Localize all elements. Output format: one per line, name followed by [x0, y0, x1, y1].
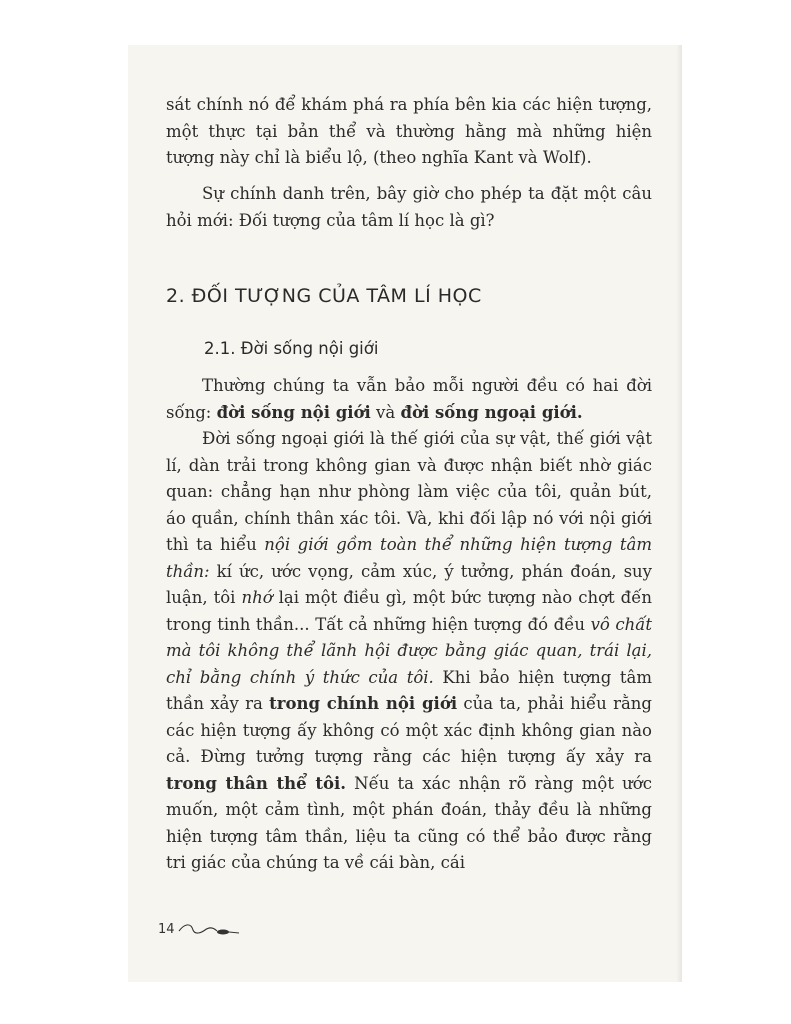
intro-paragraph	[166, 92, 652, 172]
question-text: Sự chính danh trên, bây giờ cho phép ta đặt một câu hỏi mới: Đối tượng của tâm lí học là gì?	[166, 184, 652, 230]
page-edge-shadow	[676, 45, 682, 982]
question-paragraph	[166, 181, 652, 234]
text-span: Đời sống ngoại giới là thế giới của sự vật, thế giới vật lí, dàn trải trong không gian và được nhận biết nhờ giác quan: chẳng hạn như phòng làm việc của tôi, quản bút, áo quần, chính thân xác tôi. Và, khi đối lập nó với nội giới thì ta hiểu	[166, 429, 652, 554]
italic-remember: nhớ	[241, 588, 273, 607]
italic-definition: nội giới gồm toàn thể những hiện tượng tâm thần:	[166, 535, 652, 581]
section-heading: 2. ĐỐI TƯỢNG CỦA TÂM LÍ HỌC	[166, 285, 482, 307]
bold-in-body: trong thân thể tôi.	[166, 773, 346, 793]
page-number: 14	[158, 921, 175, 937]
text-span: và	[370, 402, 401, 422]
paragraph-two-lives	[166, 373, 652, 426]
bold-inner-life: đời sống nội giới	[216, 402, 371, 422]
text-span: kí ức, ước vọng, cảm xúc, ý tưởng, phán đoán, suy luận, tôi	[166, 561, 652, 607]
book-page	[128, 45, 682, 982]
italic-immaterial: vô chất mà tôi không thể lãnh hội được bằng giác quan, trái lại, chỉ bằng chính ý thức của tôi.	[166, 614, 652, 687]
text-span: Nếu ta xác nhận rõ ràng một ước muốn, một cảm tình, một phán đoán, thảy đều là những hiện tượng tâm thần, liệu ta cũng có thể bảo được rằng tri giác của chúng ta về cái bàn, cái	[166, 773, 652, 872]
intro-text: sát chính nó để khám phá ra phía bên kia các hiện tượng, một thực tại bản thể và thường hằng mà những hiện tượng này chỉ là biểu lộ, (theo nghĩa Kant và Wolf).	[166, 95, 652, 167]
subsection-heading: 2.1. Đời sống nội giới	[204, 339, 379, 358]
main-text	[166, 373, 652, 877]
flourish-ornament-icon	[177, 921, 241, 937]
bold-within-inner: trong chính nội giới	[269, 694, 458, 713]
paragraph-outer-world	[166, 426, 652, 877]
text-span: lại một điều gì, một bức tượng nào chợt đến trong tinh thần... Tất cả những hiện tượng đó đều	[166, 588, 652, 634]
text-span: Thường chúng ta vẫn bảo mỗi người đều có hai đời sống:	[166, 376, 652, 422]
page-footer	[158, 921, 241, 937]
bold-outer-life: đời sống ngoại giới.	[400, 402, 583, 422]
text-span: của ta, phải hiểu rằng các hiện tượng ấy không có một xác định không gian nào cả. Đừng tưởng tượng rằng các hiện tượng ấy xảy ra	[166, 694, 652, 766]
text-span: Khi bảo hiện tượng tâm thần xảy ra	[166, 667, 653, 713]
